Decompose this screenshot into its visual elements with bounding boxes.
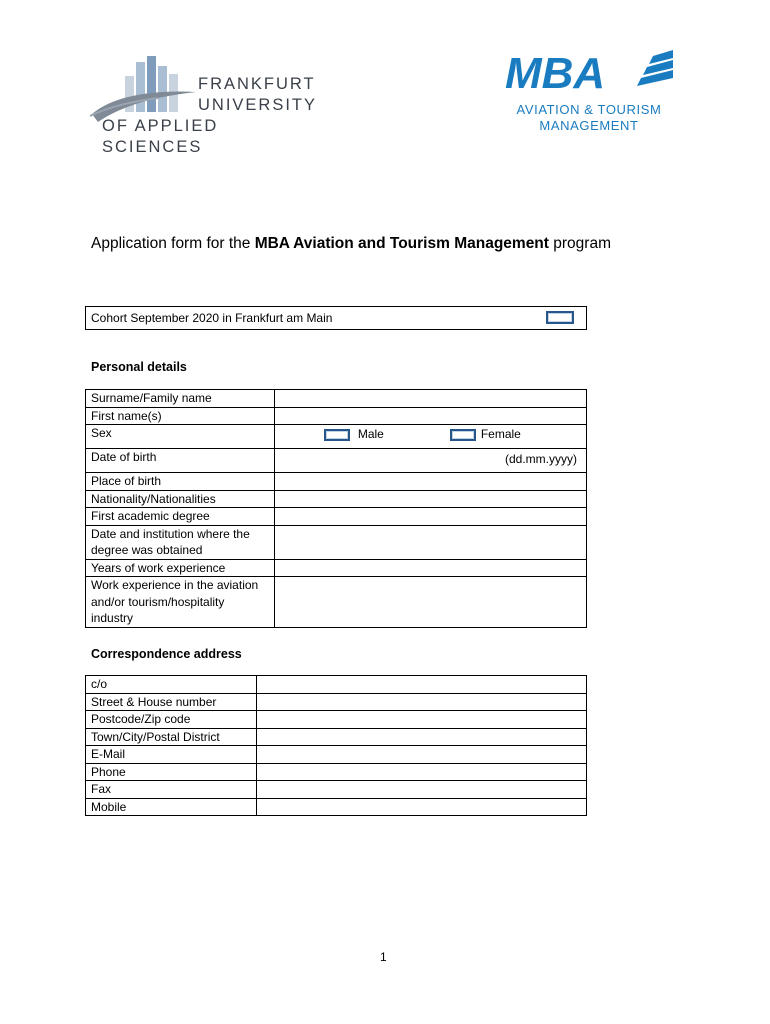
- field-label: Date of birth: [86, 449, 275, 473]
- table-row: [86, 407, 587, 425]
- personal-details-heading: Personal details: [91, 360, 187, 374]
- field-label: Work experience in the aviation and/or tourism/hospitality industry: [86, 577, 275, 628]
- table-row: [86, 728, 587, 746]
- personal-details-table: [85, 389, 587, 628]
- dob-format-hint: (dd.mm.yyyy): [505, 452, 577, 466]
- table-row: [86, 781, 587, 799]
- mba-program-logo: [505, 50, 685, 140]
- street-field[interactable]: [256, 693, 586, 711]
- table-row: [86, 763, 587, 781]
- cohort-checkbox[interactable]: [546, 311, 574, 324]
- table-row: [86, 473, 587, 491]
- mobile-field[interactable]: [256, 798, 586, 816]
- field-label: First academic degree: [86, 508, 275, 526]
- field-label: c/o: [86, 676, 257, 694]
- town-field[interactable]: [256, 728, 586, 746]
- place-of-birth-field[interactable]: [274, 473, 586, 491]
- date-of-birth-field[interactable]: [274, 449, 586, 473]
- form-title: [91, 235, 611, 253]
- table-row: [86, 449, 587, 473]
- page-number: 1: [380, 950, 387, 964]
- table-row: [86, 577, 587, 628]
- sex-field: [274, 425, 586, 449]
- female-label: Female: [480, 427, 521, 441]
- table-row: [86, 490, 587, 508]
- field-label: Mobile: [86, 798, 257, 816]
- table-row: [86, 676, 587, 694]
- fax-field[interactable]: [256, 781, 586, 799]
- industry-experience-field[interactable]: [274, 577, 586, 628]
- field-label: Place of birth: [86, 473, 275, 491]
- correspondence-address-heading: Correspondence address: [91, 647, 242, 661]
- field-label: Phone: [86, 763, 257, 781]
- field-label: First name(s): [86, 407, 275, 425]
- field-label: Town/City/Postal District: [86, 728, 257, 746]
- postcode-field[interactable]: [256, 711, 586, 729]
- table-row: [86, 798, 587, 816]
- table-row: [86, 390, 587, 408]
- title-prefix: Application form for the: [91, 235, 255, 252]
- mba-logo-line-2: MANAGEMENT: [539, 118, 639, 133]
- table-row: [86, 559, 587, 577]
- field-label: Postcode/Zip code: [86, 711, 257, 729]
- table-row: [86, 525, 587, 559]
- correspondence-address-table: [85, 675, 587, 816]
- first-degree-field[interactable]: [274, 508, 586, 526]
- field-label: Fax: [86, 781, 257, 799]
- table-row: [86, 425, 587, 449]
- care-of-field[interactable]: [256, 676, 586, 694]
- university-logo-text: [102, 74, 318, 158]
- email-field[interactable]: [256, 746, 586, 764]
- degree-institution-field[interactable]: [274, 525, 586, 559]
- mba-logo-line-1: AVIATION & TOURISM: [516, 102, 662, 117]
- male-checkbox[interactable]: [324, 429, 350, 441]
- frankfurt-university-logo: [88, 52, 318, 156]
- mba-logo-letters: MBA: [505, 50, 606, 98]
- nationality-field[interactable]: [274, 490, 586, 508]
- phone-field[interactable]: [256, 763, 586, 781]
- field-label: Years of work experience: [86, 559, 275, 577]
- university-line-1: FRANKFURT: [198, 75, 316, 93]
- first-name-field[interactable]: [274, 407, 586, 425]
- cohort-label: Cohort September 2020 in Frankfurt am Main: [91, 311, 333, 325]
- field-label: Date and institution where the degree was obtained: [86, 525, 275, 559]
- table-row: [86, 711, 587, 729]
- university-line-3: OF APPLIED SCIENCES: [102, 117, 219, 156]
- cohort-box: [85, 306, 587, 330]
- table-row: [86, 693, 587, 711]
- title-suffix: program: [548, 235, 611, 252]
- male-label: Male: [357, 427, 384, 441]
- field-label: Street & House number: [86, 693, 257, 711]
- field-label: Surname/Family name: [86, 390, 275, 408]
- years-experience-field[interactable]: [274, 559, 586, 577]
- field-label: Nationality/Nationalities: [86, 490, 275, 508]
- table-row: [86, 508, 587, 526]
- university-line-2: UNIVERSITY: [198, 96, 318, 114]
- field-label: E-Mail: [86, 746, 257, 764]
- field-label: Sex: [86, 425, 275, 449]
- female-checkbox[interactable]: [450, 429, 476, 441]
- table-row: [86, 746, 587, 764]
- mba-logo-mark: [505, 50, 685, 98]
- surname-field[interactable]: [274, 390, 586, 408]
- title-program-name: MBA Aviation and Tourism Management: [254, 235, 549, 252]
